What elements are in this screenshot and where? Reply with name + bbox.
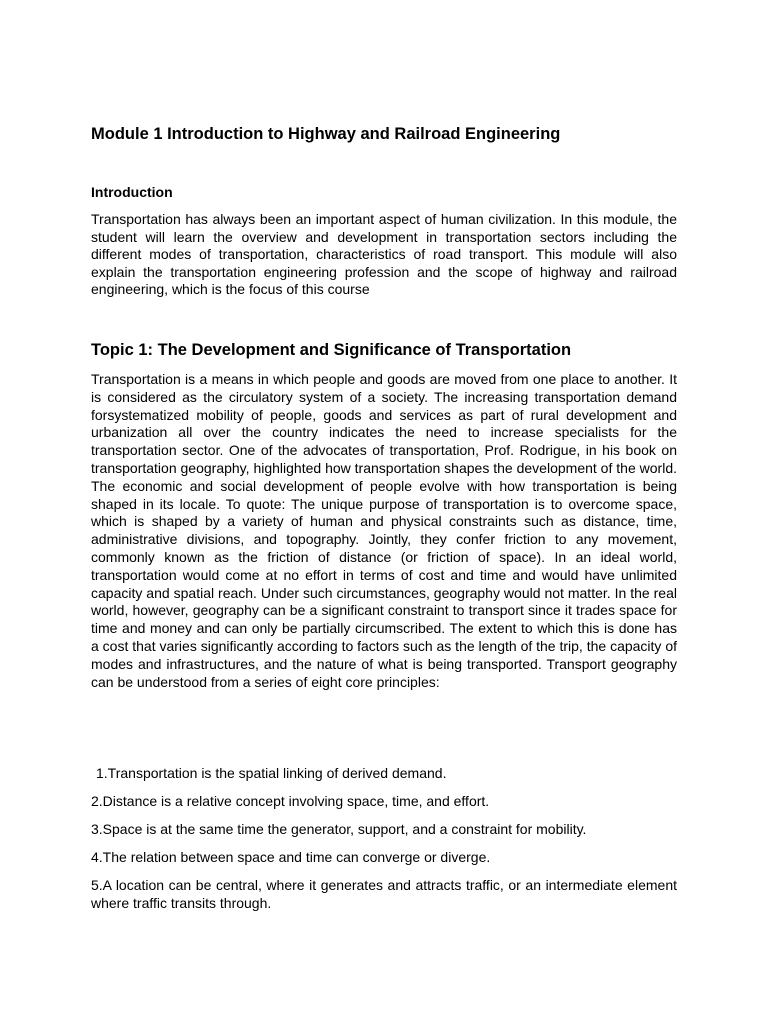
introduction-heading: Introduction (91, 184, 173, 200)
introduction-paragraph: Transportation has always been an important aspect of human civilization. In this module, the student will learn the overview and development in transportation sectors including the different modes of transportation, characteristics of road transport. This module will also explain the transportation engineering profession and the scope of highway and railroad engineering, which is the focus of this course (91, 211, 677, 298)
principle-item: 4.The relation between space and time can converge or diverge. (91, 849, 491, 866)
principle-item: 1.Transportation is the spatial linking of derived demand. (96, 765, 447, 781)
core-principles-list (91, 765, 677, 923)
principle-item: 2.Distance is a relative concept involving space, time, and effort. (91, 793, 490, 810)
topic-1-paragraph: Transportation is a means in which people and goods are moved from one place to another. It is considered as the circulatory system of a society. The increasing transportation demand forsystematized mobility of people, goods and services as part of rural development and urbanization all over the country indicates the need to increase specialists for the transportation sector. One of the advocates of transportation, Prof. Rodrigue, in his book on transportation geography, highlighted how transportation shapes the development of the world. The economic and social development of people evolve with how transportation is being shaped in its locale. To quote: The unique purpose of transportation is to overcome space, which is shaped by a variety of human and physical constraints such as distance, time, administrative divisions, and topography. Jointly, they confer friction to any movement, commonly known as the friction of distance (or friction of space). In an ideal world, transportation would come at no effort in terms of cost and time and would have unlimited capacity and spatial reach. Under such circumstances, geography would not matter. In the real world, however, geography can be a significant constraint to transport since it trades space for time and money and can only be partially circumscribed. The extent to which this is done has a cost that varies significantly according to factors such as the length of the trip, the capacity of modes and infrastructures, and the nature of what is being transported. Transport geography can be understood from a series of eight core principles: (91, 371, 677, 690)
module-title: Module 1 Introduction to Highway and Railroad Engineering (91, 125, 561, 143)
topic-1-heading: Topic 1: The Development and Significance of Transportation (91, 341, 572, 359)
principle-item: 5.A location can be central, where it generates and attracts traffic, or an intermediate element where traffic transits through. (91, 877, 677, 911)
principle-item: 3.Space is at the same time the generator, support, and a constraint for mobility. (91, 821, 587, 838)
